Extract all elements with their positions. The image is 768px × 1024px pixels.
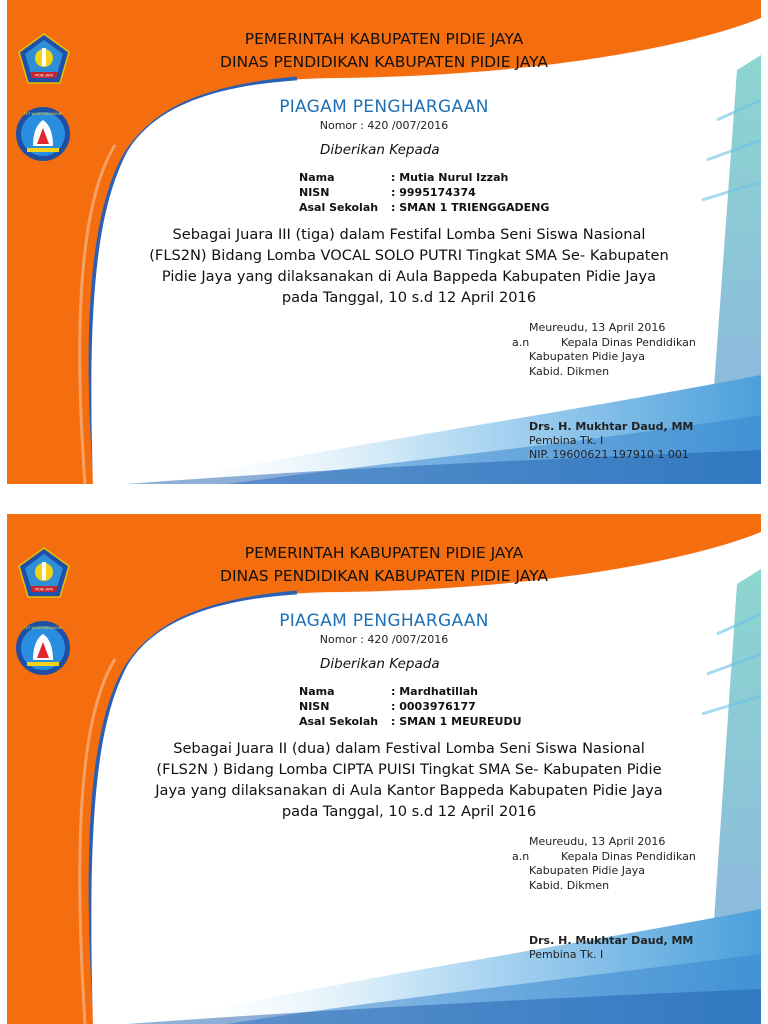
award-line: (FLS2N ) Bidang Lomba CIPTA PUISI Tingkat SMA Se- Kabupaten Pidie	[156, 761, 662, 778]
signature-place-date: Meureudu, 13 April 2016	[529, 321, 666, 334]
signatory-rank: Pembina Tk. I	[529, 434, 604, 447]
signature-head-office: Kepala Dinas Pendidikan	[561, 850, 696, 863]
award-line: pada Tanggal, 10 s.d 12 April 2016	[281, 803, 537, 820]
signature-an: a.n	[512, 336, 530, 349]
signature-regency: Kabupaten Pidie Jaya	[529, 350, 645, 363]
certificate-2	[7, 514, 761, 1024]
signature-head-office: Kepala Dinas Pendidikan	[561, 336, 696, 349]
award-line: Jaya yang dilaksanakan di Aula Kantor Bappeda Kabupaten Pidie Jaya	[155, 782, 663, 799]
award-line: Pidie Jaya yang dilaksanakan di Aula Bappeda Kabupaten Pidie Jaya	[161, 268, 657, 285]
field-label-nisn: NISN	[299, 700, 330, 713]
award-line: Sebagai Juara III (tiga) dalam Festifal Lomba Seni Siswa Nasional	[172, 226, 646, 243]
award-description	[107, 224, 711, 308]
award-line: (FLS2N) Bidang Lomba VOCAL SOLO PUTRI Tingkat SMA Se- Kabupaten	[149, 247, 669, 264]
field-value-school: : SMAN 1 TRIENGGADENG	[391, 201, 550, 214]
field-label-nisn: NISN	[299, 186, 330, 199]
certificate-number: Nomor : 420 /007/2016	[319, 633, 449, 646]
field-value-name: : Mardhatillah	[391, 685, 478, 698]
signature-regency: Kabupaten Pidie Jaya	[529, 864, 645, 877]
field-value-nisn: : 9995174374	[391, 186, 476, 199]
signature-an: a.n	[512, 850, 530, 863]
field-value-name: : Mutia Nurul Izzah	[391, 171, 509, 184]
certificate-1	[7, 0, 761, 484]
certificate-title: PIAGAM PENGHARGAAN	[279, 611, 489, 631]
field-label-name: Nama	[299, 685, 335, 698]
field-label-school: Asal Sekolah	[299, 715, 379, 728]
svg-text:TUT WURI HANDAYANI: TUT WURI HANDAYANI	[23, 626, 63, 630]
signature-place-date: Meureudu, 13 April 2016	[529, 835, 666, 848]
svg-text:PIDIE JAYA: PIDIE JAYA	[34, 73, 54, 78]
field-value-nisn: : 0003976177	[391, 700, 476, 713]
signature-division: Kabid. Dikmen	[529, 879, 610, 892]
field-label-name: Nama	[299, 171, 335, 184]
given-to-heading: Diberikan Kepada	[320, 656, 440, 672]
signatory-nip: NIP. 19600621 197910 1 001	[529, 448, 689, 461]
signatory-rank: Pembina Tk. I	[529, 948, 604, 961]
svg-text:TUT WURI HANDAYANI: TUT WURI HANDAYANI	[23, 112, 63, 116]
certificate-title: PIAGAM PENGHARGAAN	[279, 97, 489, 117]
signatory-name: Drs. H. Mukhtar Daud, MM	[529, 934, 694, 947]
certificate-number: Nomor : 420 /007/2016	[319, 119, 449, 132]
department-name: DINAS PENDIDIKAN KABUPATEN PIDIE JAYA	[220, 567, 548, 585]
government-name: PEMERINTAH KABUPATEN PIDIE JAYA	[244, 544, 524, 562]
award-line: pada Tanggal, 10 s.d 12 April 2016	[281, 289, 537, 306]
field-value-school: : SMAN 1 MEUREUDU	[391, 715, 522, 728]
government-name: PEMERINTAH KABUPATEN PIDIE JAYA	[244, 30, 524, 48]
signatory-name: Drs. H. Mukhtar Daud, MM	[529, 420, 694, 433]
svg-text:PIDIE JAYA: PIDIE JAYA	[34, 587, 54, 592]
award-description	[107, 738, 711, 822]
department-name: DINAS PENDIDIKAN KABUPATEN PIDIE JAYA	[220, 53, 548, 71]
signature-division: Kabid. Dikmen	[529, 365, 610, 378]
award-line: Sebagai Juara II (dua) dalam Festival Lomba Seni Siswa Nasional	[173, 740, 645, 757]
given-to-heading: Diberikan Kepada	[320, 142, 440, 158]
field-label-school: Asal Sekolah	[299, 201, 379, 214]
